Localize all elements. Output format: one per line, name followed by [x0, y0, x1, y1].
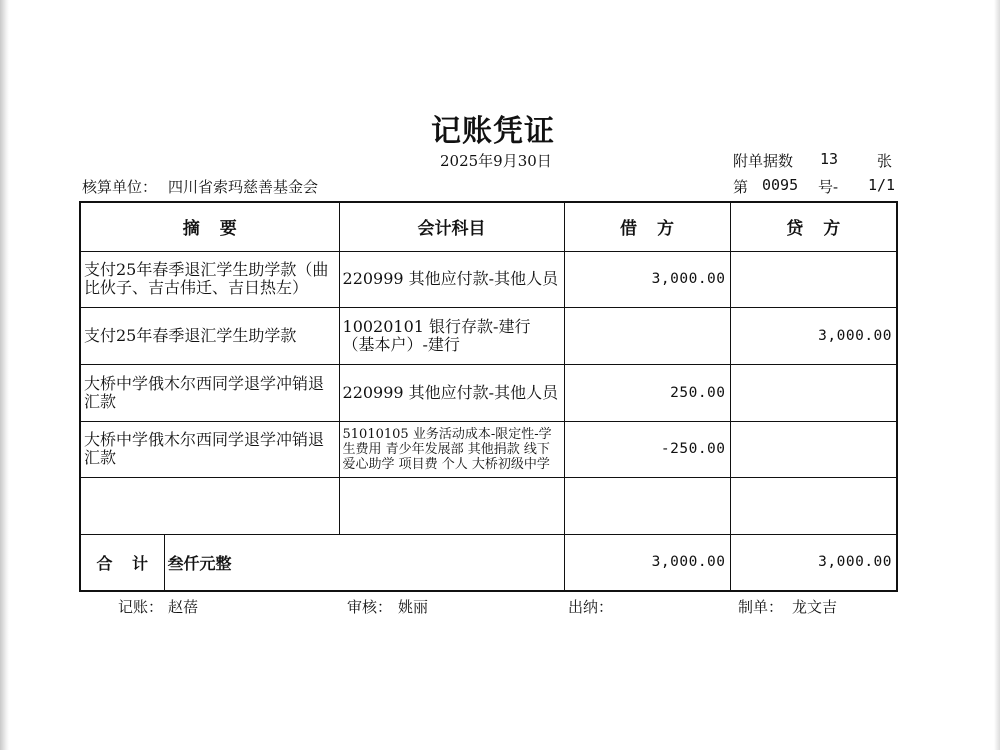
table-row: [80, 364, 897, 421]
row-summary: 支付25年春季退汇学生助学款（曲比伙子、吉古伟迁、吉日热左）: [80, 251, 339, 307]
total-debit: 3,000.00: [564, 534, 730, 591]
preparer-label: 制单：: [738, 598, 784, 616]
preparer-name: 龙文吉: [792, 598, 838, 616]
header-credit: 贷 方: [730, 202, 897, 251]
scan-edge-right: [994, 0, 1000, 750]
row-debit: 3,000.00: [564, 251, 730, 307]
table-header-row: [80, 202, 897, 251]
row-account: 51010105 业务活动成本-限定性-学生费用 青少年发展部 其他捐款 线下爱心助学 项目费 个人 大桥初级中学: [339, 421, 564, 477]
row-summary: 支付25年春季退汇学生助学款: [80, 307, 339, 364]
voucher-title: 记账凭证: [431, 114, 555, 149]
header-account: 会计科目: [339, 202, 564, 251]
row-credit: 3,000.00: [730, 307, 897, 364]
reviewer-label: 审核：: [347, 598, 393, 616]
empty-cell: [730, 477, 897, 534]
attachments-count: 13: [820, 150, 839, 168]
accounting-unit-label: 核算单位：: [82, 178, 158, 196]
accounting-unit-name: 四川省索玛慈善基金会: [168, 178, 319, 196]
total-amount-in-words: 叁仟元整: [164, 534, 564, 591]
bookkeeper-label: 记账：: [118, 598, 164, 616]
empty-cell: [80, 477, 339, 534]
row-summary: 大桥中学俄木尔西同学退学冲销退汇款: [80, 364, 339, 421]
total-label: 合 计: [80, 534, 164, 591]
row-summary: 大桥中学俄木尔西同学退学冲销退汇款: [80, 421, 339, 477]
row-account: 220999 其他应付款-其他人员: [339, 251, 564, 307]
empty-cell: [564, 477, 730, 534]
row-debit: [564, 307, 730, 364]
row-debit: 250.00: [564, 364, 730, 421]
row-debit: -250.00: [564, 421, 730, 477]
row-credit: [730, 251, 897, 307]
table-row-empty: [80, 477, 897, 534]
table-row: [80, 251, 897, 307]
voucher-number-prefix: 第: [733, 178, 749, 196]
table-row: [80, 307, 897, 364]
empty-cell: [339, 477, 564, 534]
header-debit: 借 方: [564, 202, 730, 251]
header-summary: 摘 要: [80, 202, 339, 251]
row-account: 220999 其他应付款-其他人员: [339, 364, 564, 421]
voucher-page: 1/1: [868, 176, 896, 194]
row-credit: [730, 421, 897, 477]
voucher-date: 2025年9月30日: [440, 152, 552, 170]
attachments-label: 附单据数: [733, 152, 794, 170]
total-credit: 3,000.00: [730, 534, 897, 591]
attachments-unit: 张: [877, 152, 893, 170]
cashier-label: 出纳：: [568, 598, 614, 616]
table-row: [80, 421, 897, 477]
bookkeeper-name: 赵蓓: [168, 598, 199, 616]
row-account: 10020101 银行存款-建行（基本户）-建行: [339, 307, 564, 364]
reviewer-name: 姚丽: [398, 598, 429, 616]
voucher-number: 0095: [762, 176, 799, 194]
table-total-row: [80, 534, 897, 591]
row-credit: [730, 364, 897, 421]
voucher-number-suffix: 号-: [818, 178, 839, 196]
scan-edge-left: [0, 0, 9, 750]
voucher-table: [79, 201, 898, 592]
